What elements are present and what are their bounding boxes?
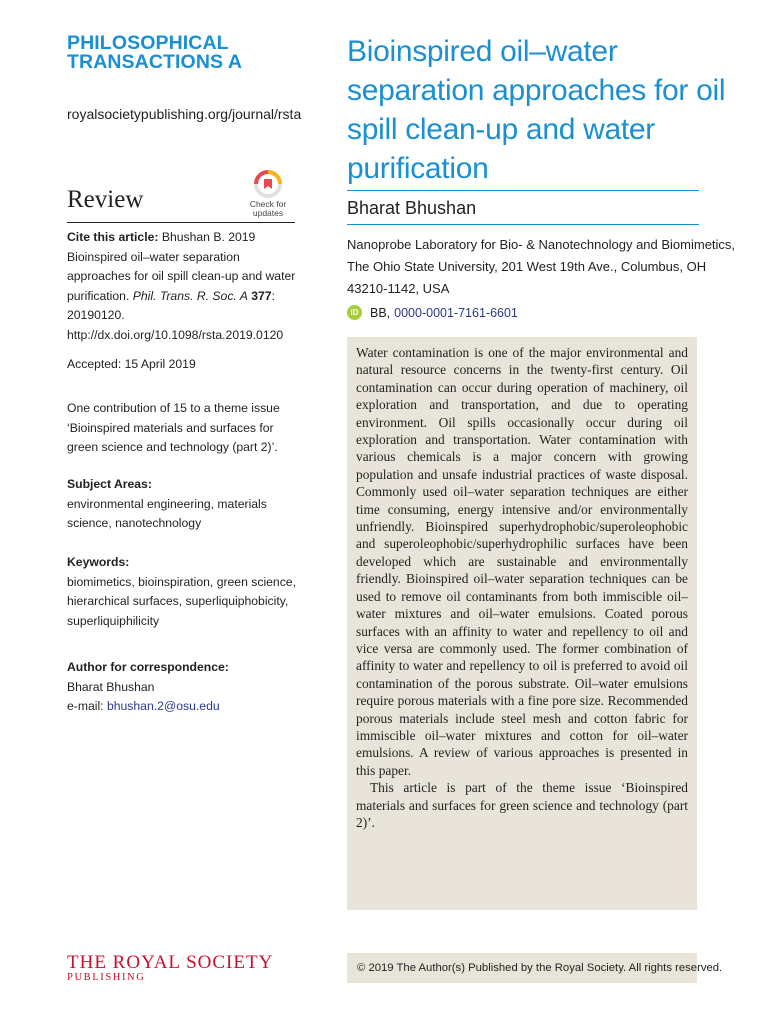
- citation-volume: 377: [247, 288, 272, 303]
- affiliation: [347, 234, 736, 300]
- check-for-updates-line1: Check for: [249, 199, 287, 209]
- correspondence-label: Author for correspondence:: [67, 660, 229, 674]
- accepted-date: Accepted: 15 April 2019: [67, 357, 196, 371]
- orcid-link[interactable]: 0000-0001-7161-6601: [394, 305, 518, 320]
- citation-doi[interactable]: http://dx.doi.org/10.1098/rsta.2019.0120: [67, 327, 284, 342]
- check-for-updates-line2: updates: [252, 208, 284, 218]
- check-for-updates-icon: [254, 170, 282, 198]
- journal-name: [67, 34, 327, 72]
- publisher-logo[interactable]: [67, 952, 273, 983]
- article-title-line1: Bioinspired oil–water: [347, 35, 618, 68]
- author-name: Bharat Bhushan: [347, 198, 477, 218]
- correspondence: [67, 658, 299, 717]
- article-title-line2: separation approaches for oil: [347, 74, 726, 107]
- citation-label: Cite this article:: [67, 230, 159, 244]
- citation-article-number: : 20190120.: [67, 288, 275, 323]
- correspondence-email-label: e-mail:: [67, 699, 107, 714]
- publisher-logo-line1: THE ROYAL SOCIETY: [67, 952, 274, 973]
- check-for-updates-badge[interactable]: [244, 170, 292, 218]
- title-divider: [347, 190, 699, 191]
- affiliation-line3: 43210-1142, USA: [347, 281, 450, 296]
- article-title-line4: purification: [347, 152, 489, 185]
- journal-url[interactable]: royalsocietypublishing.org/journal/rsta: [67, 106, 302, 122]
- abstract-box: [347, 337, 697, 910]
- journal-name-line1: PHILOSOPHICAL: [67, 32, 229, 54]
- citation-text: Bhushan B. 2019 Bioinspired oil–water separation approaches for oil spill clean-up and water purification.: [67, 230, 296, 303]
- keywords-text: biomimetics, bioinspiration, green science, hierarchical surfaces, superliquiphobicity, superliquiphilicity: [67, 574, 296, 628]
- orcid-icon[interactable]: iD: [347, 305, 362, 320]
- orcid-initials: BB,: [370, 305, 391, 320]
- abstract-paragraph-1: Water contamination is one of the major environmental and natural resource concerns in the twenty-first century. Oil contamination can occur during operation of machinery, oil exploration and transportation, and due to operating environment. Oil spills occasionally occur during oil exploration and transportation. Water contamination with various chemicals is a major concern with growing population and unsafe industrial practices of waste disposal. Commonly used oil–water separation techniques are either time consuming, energy intensive and/or environmentally unfriendly. Bioinspired superhydrophobic/superoleophobic and superoleophobic/superhydrophilic surfaces have been developed which are sustainable and environmentally friendly. Bioinspired oil–water separation techniques can be used to remove oil contaminants from both immiscible oil–water mixtures and oil–water emulsions. Coated porous surfaces with an affinity to water and repellency to oil and vice versa are commonly used. The former combination of affinity to water and repellency to oil is preferred to avoid oil contamination of the porous substrate. Oil–water emulsions require porous materials with a fine pore size. Recommended porous materials include steel mesh and cotton fabric for immiscible oil–water mixtures and cotton for oil–water emulsions. A review of various approaches is presented in this paper.: [356, 345, 688, 778]
- affiliation-line2: The Ohio State University, 201 West 19th Ave., Columbus, OH: [347, 259, 707, 274]
- citation-block: [67, 228, 299, 346]
- abstract-paragraph-2: This article is part of the theme issue ‘Bioinspired materials and surfaces for green science and technology (part 2)’.: [356, 780, 688, 830]
- article-title: [347, 32, 726, 188]
- article-type: Review: [67, 186, 144, 213]
- subject-areas-label: Subject Areas:: [67, 477, 152, 491]
- subject-areas: [67, 475, 299, 534]
- publisher-logo-line2: PUBLISHING: [67, 972, 146, 983]
- citation-journal: Phil. Trans. R. Soc. A: [132, 288, 248, 303]
- article-title-line3: spill clean-up and water: [347, 113, 655, 146]
- theme-issue-note: One contribution of 15 to a theme issue ‘Bioinspired materials and surfaces for green science and technology (part 2)’.: [67, 401, 280, 455]
- keywords-label: Keywords:: [67, 555, 130, 569]
- orcid-line: [347, 305, 518, 320]
- copyright-notice: © 2019 The Author(s) Published by the Royal Society. All rights reserved.: [347, 953, 697, 983]
- correspondence-name: Bharat Bhushan: [67, 679, 155, 694]
- divider: [67, 222, 295, 223]
- author-divider: [347, 224, 699, 225]
- correspondence-email-link[interactable]: bhushan.2@osu.edu: [106, 699, 220, 714]
- journal-name-line2: TRANSACTIONS A: [67, 51, 243, 73]
- subject-areas-text: environmental engineering, materials science, nanotechnology: [67, 496, 267, 531]
- affiliation-line1: Nanoprobe Laboratory for Bio- & Nanotechnology and Biomimetics,: [347, 237, 736, 252]
- keywords: [67, 553, 299, 631]
